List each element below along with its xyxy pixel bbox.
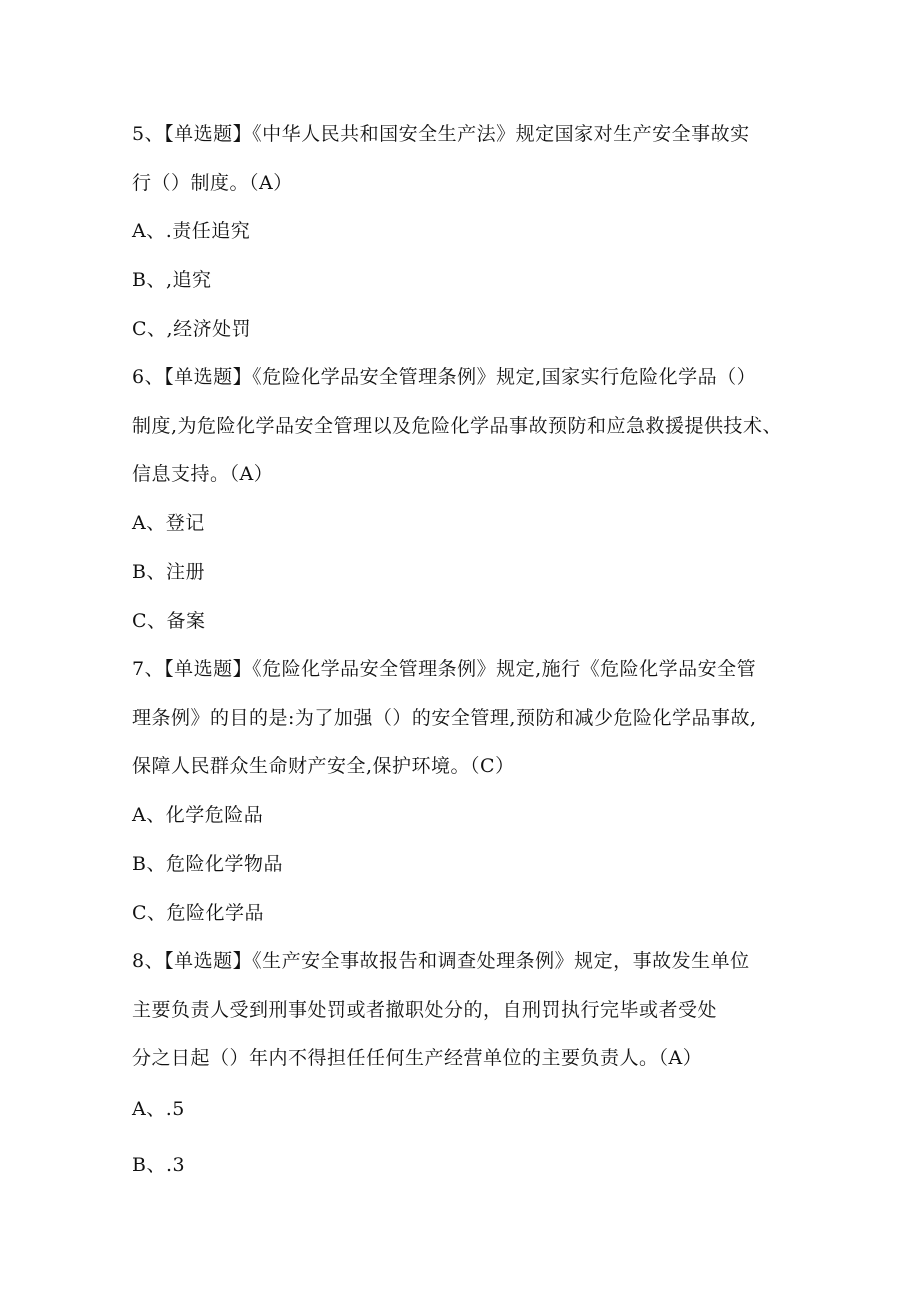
question-7-stem-line-2: 理条例》的目的是:为了加强（）的安全管理,预防和减少危险化学品事故, <box>132 707 757 729</box>
question-8-option-b: B、.3 <box>132 1154 186 1176</box>
question-6-stem-line-3: 信息支持。（A） <box>132 463 274 485</box>
question-6-option-a: A、登记 <box>132 512 205 534</box>
question-8-stem-line-1: 8、【单选题】《生产安全事故报告和调查处理条例》规定，事故发生单位 <box>132 950 750 972</box>
question-7-stem-line-3: 保障人民群众生命财产安全,保护环境。（C） <box>132 755 515 777</box>
question-6-option-c: C、备案 <box>132 610 206 632</box>
question-5-stem-line-1: 5、【单选题】《中华人民共和国安全生产法》规定国家对生产安全事故实 <box>132 123 750 145</box>
question-5-option-b: B、,追究 <box>132 269 212 291</box>
question-5-option-c: C、,经济处罚 <box>132 318 252 340</box>
question-8-stem-line-3: 分之日起（）年内不得担任任何生产经营单位的主要负责人。（A） <box>132 1047 703 1069</box>
question-5-stem-line-2: 行（）制度。（A） <box>132 172 293 194</box>
question-8-option-a: A、.5 <box>132 1098 185 1120</box>
question-7-option-c: C、危险化学品 <box>132 902 265 924</box>
question-6-option-b: B、注册 <box>132 561 205 583</box>
question-6-stem-line-2: 制度,为危险化学品安全管理以及危险化学品事故预防和应急救援提供技术、 <box>132 415 783 437</box>
question-5-option-a: A、.责任追究 <box>132 220 251 242</box>
question-7-stem-line-1: 7、【单选题】《危险化学品安全管理条例》规定,施行《危险化学品安全管 <box>132 658 757 680</box>
question-6-stem-line-1: 6、【单选题】《危险化学品安全管理条例》规定,国家实行危险化学品（） <box>132 366 757 388</box>
question-7-option-a: A、化学危险品 <box>132 804 264 826</box>
question-8-stem-line-2: 主要负责人受到刑事处罚或者撤职处分的，自刑罚执行完毕或者受处 <box>132 999 718 1021</box>
question-7-option-b: B、危险化学物品 <box>132 853 283 875</box>
